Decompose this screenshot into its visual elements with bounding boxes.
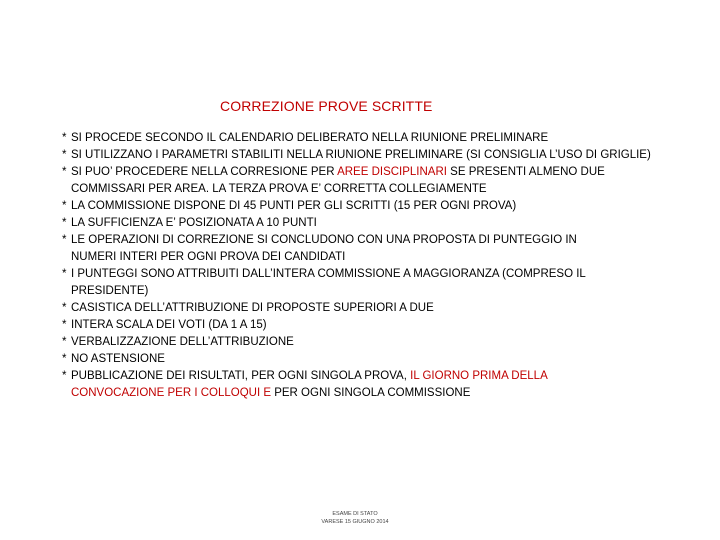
slide-title: CORREZIONE PROVE SCRITTE — [220, 98, 433, 114]
bullet-text: SI UTILIZZANO I PARAMETRI STABILITI NELLA RIUNIONE PRELIMINARE (SI CONSIGLIA L’USO DI GRIGLIE) — [71, 149, 651, 161]
bullet-text: LA SUFFICIENZA E’ POSIZIONATA A 10 PUNTI — [71, 217, 317, 229]
bullet-text: NO ASTENSIONE — [71, 353, 165, 365]
highlighted-text: CONVOCAZIONE PER I COLLOQUI E — [71, 387, 272, 399]
bullet-item — [62, 232, 712, 266]
bullet-text: I PUNTEGGI SONO ATTRIBUITI DALL’INTERA COMMISSIONE A MAGGIORANZA (COMPRESO IL — [71, 268, 586, 280]
bullet-text: PRESIDENTE) — [71, 285, 149, 297]
bullet-text: SI PROCEDE SECONDO IL CALENDARIO DELIBERATO NELLA RIUNIONE PRELIMINARE — [71, 132, 549, 144]
bullet-line — [71, 317, 712, 334]
bullet-marker: * — [62, 353, 67, 365]
bullet-line — [71, 232, 712, 249]
bullet-text: PER OGNI SINGOLA COMMISSIONE — [271, 387, 471, 399]
bullet-marker: * — [62, 200, 67, 212]
bullet-text: VERBALIZZAZIONE DELL’ATTRIBUZIONE — [71, 336, 294, 348]
bullet-line — [71, 164, 712, 181]
bullet-text: INTERA SCALA DEI VOTI (DA 1 A 15) — [71, 319, 267, 331]
bullet-item — [62, 266, 712, 300]
bullet-marker: * — [62, 234, 67, 246]
bullet-line — [71, 215, 712, 232]
bullet-line — [71, 368, 712, 385]
bullet-line — [71, 351, 712, 368]
bullet-text: COMMISSARI PER AREA. LA TERZA PROVA E’ CORRETTA COLLEGIAMENTE — [71, 183, 487, 195]
bullet-line — [71, 147, 712, 164]
bullet-item — [62, 215, 712, 232]
bullet-list — [62, 130, 712, 402]
bullet-line — [71, 334, 712, 351]
bullet-line — [71, 130, 712, 147]
bullet-marker: * — [62, 370, 67, 382]
bullet-line — [71, 385, 712, 402]
highlighted-text: AREE DISCIPLINARI — [337, 166, 447, 178]
bullet-item — [62, 300, 712, 317]
bullet-item — [62, 351, 712, 368]
bullet-item — [62, 130, 712, 147]
bullet-marker: * — [62, 268, 67, 280]
footer-line-1: ESAME DI STATO — [332, 511, 378, 517]
highlighted-text: IL GIORNO PRIMA DELLA — [410, 370, 548, 382]
bullet-marker: * — [62, 302, 67, 314]
bullet-item — [62, 334, 712, 351]
bullet-line — [71, 300, 712, 317]
bullet-item — [62, 198, 712, 215]
bullet-text: NUMERI INTERI PER OGNI PROVA DEI CANDIDATI — [71, 251, 346, 263]
bullet-marker: * — [62, 132, 67, 144]
bullet-item — [62, 368, 712, 402]
slide-footer — [300, 510, 410, 526]
bullet-marker: * — [62, 319, 67, 331]
footer-line-2: VARESE 15 GIUGNO 2014 — [321, 519, 389, 525]
bullet-line — [71, 283, 712, 300]
bullet-text: LA COMMISSIONE DISPONE DI 45 PUNTI PER GLI SCRITTI (15 PER OGNI PROVA) — [71, 200, 517, 212]
bullet-text: LE OPERAZIONI DI CORREZIONE SI CONCLUDONO CON UNA PROPOSTA DI PUNTEGGIO IN — [71, 234, 577, 246]
bullet-marker: * — [62, 166, 67, 178]
bullet-text: SE PRESENTI ALMENO DUE — [446, 166, 605, 178]
bullet-line — [71, 266, 712, 283]
bullet-line — [71, 249, 712, 266]
bullet-marker: * — [62, 217, 67, 229]
bullet-marker: * — [62, 149, 67, 161]
bullet-text: CASISTICA DELL’ATTRIBUZIONE DI PROPOSTE SUPERIORI A DUE — [71, 302, 434, 314]
bullet-item — [62, 164, 712, 198]
bullet-line — [71, 181, 712, 198]
bullet-line — [71, 198, 712, 215]
bullet-text: PUBBLICAZIONE DEI RISULTATI, PER OGNI SINGOLA PROVA, — [71, 370, 411, 382]
bullet-item — [62, 317, 712, 334]
bullet-marker: * — [62, 336, 67, 348]
bullet-text: SI PUO’ PROCEDERE NELLA CORRESIONE PER — [71, 166, 338, 178]
bullet-item — [62, 147, 712, 164]
